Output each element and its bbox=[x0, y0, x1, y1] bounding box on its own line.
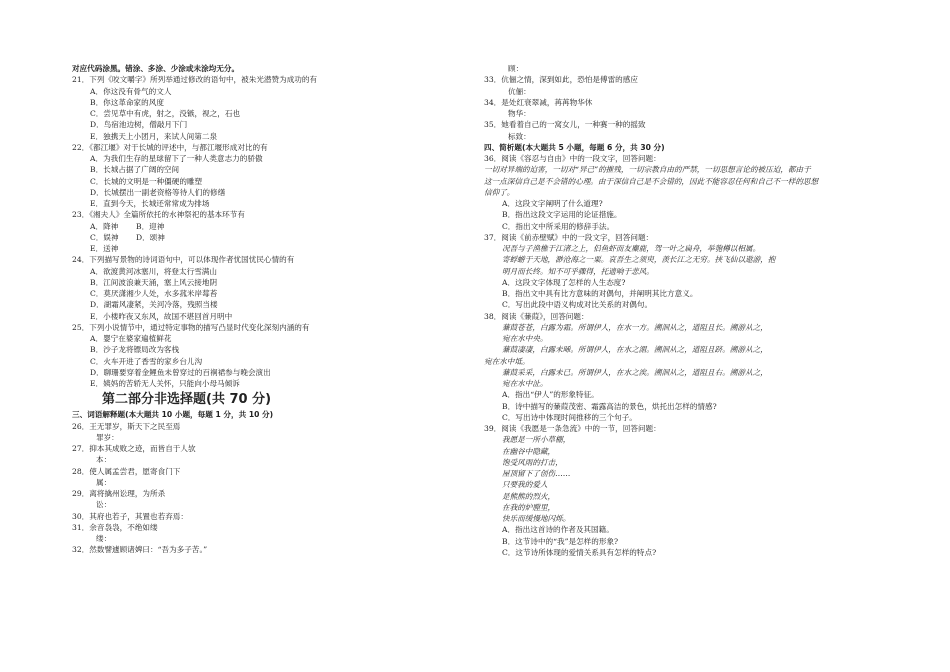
answer-word: 顾： bbox=[508, 64, 524, 73]
question-28 bbox=[72, 466, 452, 489]
question-31 bbox=[72, 522, 452, 545]
sub-question: A．指出“伊人”的形象特征。 bbox=[502, 390, 599, 400]
passage-line: 蒹葭采采，白露未已。所谓伊人，在水之涘。溯洄从之，道阻且右。溯游从之， bbox=[502, 367, 768, 377]
option: E．送神 bbox=[90, 244, 119, 253]
answer-word: 伉俪： bbox=[508, 86, 531, 96]
option: A．你这没有骨气的文人 bbox=[90, 86, 172, 96]
section-heading: 四、简析题(本大题共 5 小题，每题 6 分，共 30 分) bbox=[484, 142, 665, 152]
passage-line: 信仰了。 bbox=[484, 187, 515, 197]
option: C．娱神 bbox=[90, 232, 119, 242]
question-22 bbox=[72, 142, 452, 210]
section-heading: 三、词语解释题(本大题共 10 小题，每题 1 分，共 10 分) bbox=[72, 410, 274, 420]
question-26 bbox=[72, 421, 452, 444]
option: E．直到今天，长城还常常成为排场 bbox=[90, 199, 210, 208]
sub-question: B．指出文中具有比方意味的对偶句，并阐明其比方意义。 bbox=[502, 289, 698, 298]
option: D．鸟宿池边树，僧敲月下门 bbox=[90, 120, 188, 130]
answer-word: 物华： bbox=[508, 109, 531, 118]
sub-question: C．指出文中所采用的修辞手法。 bbox=[502, 221, 615, 231]
option: B．长城占据了广阔的空间 bbox=[90, 165, 180, 175]
instruction-text: 对应代码涂黑。错涂、多涂、少涂或未涂均无分。 bbox=[72, 64, 240, 73]
question-37 bbox=[484, 232, 884, 311]
sub-question: A．这段文字阐明了什么道理? bbox=[502, 199, 603, 208]
passage-line: 蒹葭苍苍，白露为霜。所谓伊人，在水一方。溯洄从之，道阻且长。溯游从之， bbox=[502, 322, 768, 332]
sub-question: B．指出这段文字运用的论证措施。 bbox=[502, 210, 622, 220]
question-stem: 38．阅读《蒹葭》，回答问题： bbox=[484, 311, 589, 321]
option: A．欲渡黄河冰塞川，将登太行雪满山 bbox=[90, 266, 217, 276]
question-27 bbox=[72, 443, 452, 466]
poem-line: 我愿是一所小草棚， bbox=[502, 435, 571, 445]
question-stem: 23．《湘夫人》全篇所依托的水神祭祀的基本环节有 bbox=[72, 210, 245, 220]
question-29 bbox=[72, 488, 452, 511]
question-stem: 27．抑本其成败之迹，而皆自于人欤 bbox=[72, 444, 196, 453]
passage-line: 况吾与子渔樵于江渚之上，侣鱼虾而友麋鹿，驾一叶之扁舟，举匏樽以相属。 bbox=[502, 244, 761, 253]
answer-word: 标致： bbox=[508, 131, 531, 141]
option: E．姨妈的苦轿无人关怀，只能向小母马倾诉 bbox=[90, 379, 240, 388]
question-stem: 32．然数譬遽顾诸婢曰：“吾为多子苦。” bbox=[72, 545, 208, 555]
question-stem: 21．下列《咬文嚼字》所列举通过修改的语句中，被朱光潜赞为成功的有 bbox=[72, 75, 318, 85]
option: D．颂神 bbox=[136, 232, 165, 242]
passage-line: 蒹葭凄凄，白露未晞。所谓伊人，在水之湄。溯洄从之，道阻且跻。溯游从之， bbox=[502, 345, 768, 355]
question-stem: 36．阅读《容忍与自由》中的一段文字，回答问题： bbox=[484, 154, 661, 163]
question-stem: 30．其府也若子，其置也若弃焉： bbox=[72, 511, 188, 521]
answer-word: 罪岁： bbox=[96, 432, 119, 442]
sub-question: C．写出诗中体现时间推移的三个句子。 bbox=[502, 412, 637, 422]
sub-question: A．指出这首诗的作者及其国籍。 bbox=[502, 525, 614, 535]
question-32 bbox=[72, 544, 452, 555]
left-column bbox=[72, 63, 452, 556]
poem-line: 在我的炉膛里， bbox=[502, 502, 556, 512]
option: C．火车开进了香雪的家乡台儿沟 bbox=[90, 356, 203, 366]
question-stem: 28．使人属孟尝君，愿寄食门下 bbox=[72, 466, 181, 476]
option: C．莫厌潇湘少人处，水多菰米岸莓苔 bbox=[90, 289, 218, 298]
sub-question: B．诗中描写的蒹葭茂密、霜露高洁的景色，烘托出怎样的情感? bbox=[502, 401, 717, 411]
option: A．婴宁在婆家遍植鲜花 bbox=[90, 334, 172, 343]
option-row bbox=[72, 232, 452, 243]
option: D．聊珊要穿着金鲤鱼未曾穿过的百裥裙参与晚会演出 bbox=[90, 367, 271, 377]
question-stem: 26．王无罪岁，斯天下之民至焉 bbox=[72, 421, 181, 431]
option: B．你这革命家的风度 bbox=[90, 97, 164, 107]
option: B．沙子龙将镖局改为客栈 bbox=[90, 345, 180, 355]
question-34 bbox=[484, 97, 884, 120]
sub-question: B．这节诗中的“我”是怎样的形象? bbox=[502, 536, 619, 546]
question-stem: 31．余音袅袅，不绝如缕 bbox=[72, 522, 158, 532]
sub-question: C．写出此段中语义构成对比关系的对偶句。 bbox=[502, 300, 653, 310]
question-36 bbox=[484, 153, 884, 232]
poem-line: 是熊熊的烈火， bbox=[502, 491, 556, 501]
poem-line: 快乐而缓慢地闪烁。 bbox=[502, 514, 571, 523]
option: D．长城摆出一副老资格等待人们的修缮 bbox=[90, 187, 226, 197]
option: B．迎神 bbox=[136, 221, 165, 231]
option: B．江间波浪兼天涌，塞上风云接地阴 bbox=[90, 277, 218, 287]
question-stem: 25．下列小说情节中，通过特定事物的描写凸显时代变化深刻内涵的有 bbox=[72, 322, 310, 332]
poem-line: 饱受风雨的打击， bbox=[502, 457, 563, 467]
answer-word: 本： bbox=[96, 455, 112, 465]
sub-question: A．这段文字体现了怎样的人生态度? bbox=[502, 277, 626, 287]
option: A．为我们生存的星球留下了一种人类意志力的骄傲 bbox=[90, 154, 263, 163]
option: D．湖霜风凄紧，关河冷落，残照当楼 bbox=[90, 300, 218, 310]
passage-line: 一切对异端的迫害，一切对“异己”的摧残，一切宗教自由的严禁，一切思想言论的被压迫，都由于 bbox=[484, 165, 811, 175]
option-row bbox=[72, 221, 452, 232]
part-two-title: 第二部分非选择题(共 70 分) bbox=[102, 392, 272, 408]
question-23 bbox=[72, 209, 452, 254]
option: E．小楼昨夜又东风，故国不堪回首月明中 bbox=[90, 311, 233, 321]
question-stem: 39．阅读《我愿是一条急流》中的一节，回答问题： bbox=[484, 424, 661, 433]
poem-line: 在幽谷中隐藏， bbox=[502, 446, 556, 456]
question-21 bbox=[72, 74, 452, 142]
option: C．长城的文明是一种僵硬的雕塑 bbox=[90, 176, 203, 186]
question-stem: 29．离将擒州讼理，为所杀 bbox=[72, 489, 166, 498]
option: E．独携天上小团月，来试人间第二泉 bbox=[90, 131, 218, 141]
passage-line: 寄蜉蝣于天地，渺沧海之一粟。哀吾生之须臾，羡长江之无穷。挟飞仙以遨游，抱 bbox=[502, 255, 776, 265]
poem-line: 屋顶留下了创伤…… bbox=[502, 469, 571, 478]
question-25 bbox=[72, 322, 452, 390]
passage-line: 这一点深信自己是不会错的心理。由于深信自己是不会错的，因此不能容忍任何和自己不一样的思想 bbox=[484, 176, 819, 186]
answer-word: 讼： bbox=[96, 500, 112, 510]
question-stem: 34．是处红衰翠减，苒苒物华休 bbox=[484, 97, 593, 107]
answer-word: 属： bbox=[96, 477, 112, 487]
question-35 bbox=[484, 119, 884, 142]
question-33 bbox=[484, 74, 884, 97]
answer-word: 缕： bbox=[96, 534, 112, 543]
question-stem: 35．她看着自己的一窝女儿，一种赛一种的摇致 bbox=[484, 120, 646, 130]
right-column bbox=[484, 63, 884, 558]
question-stem: 37．阅读《前赤壁赋》中的一段文字，回答问题： bbox=[484, 232, 654, 242]
question-39 bbox=[484, 423, 884, 558]
question-stem: 33．伉俪之情，深到如此，恐怕是傅雷的感应 bbox=[484, 75, 638, 85]
poem-line: 只要我的爱人 bbox=[502, 480, 548, 490]
passage-line: 宛在水中沚。 bbox=[502, 379, 548, 388]
question-stem: 22．《都江堰》对于长城的评述中，与都江堰形成对比的有 bbox=[72, 142, 268, 152]
question-24 bbox=[72, 254, 452, 322]
passage-line: 宛在水中央。 bbox=[502, 334, 548, 343]
option: C．尝见草中有虎，射之，没镞，视之，石也 bbox=[90, 109, 241, 118]
passage-line: 明月而长终。知不可乎骤得，托遗响于悲风。 bbox=[502, 266, 654, 276]
question-stem: 24．下列描写景物的诗词语句中，可以体现作者忧国忧民心情的有 bbox=[72, 255, 295, 265]
question-30 bbox=[72, 511, 452, 522]
sub-question: C．这节诗所体现的爱情关系具有怎样的特点? bbox=[502, 547, 657, 557]
passage-line: 宛在水中坻。 bbox=[484, 356, 530, 366]
option: A．降神 bbox=[90, 221, 119, 231]
question-38 bbox=[484, 311, 884, 424]
